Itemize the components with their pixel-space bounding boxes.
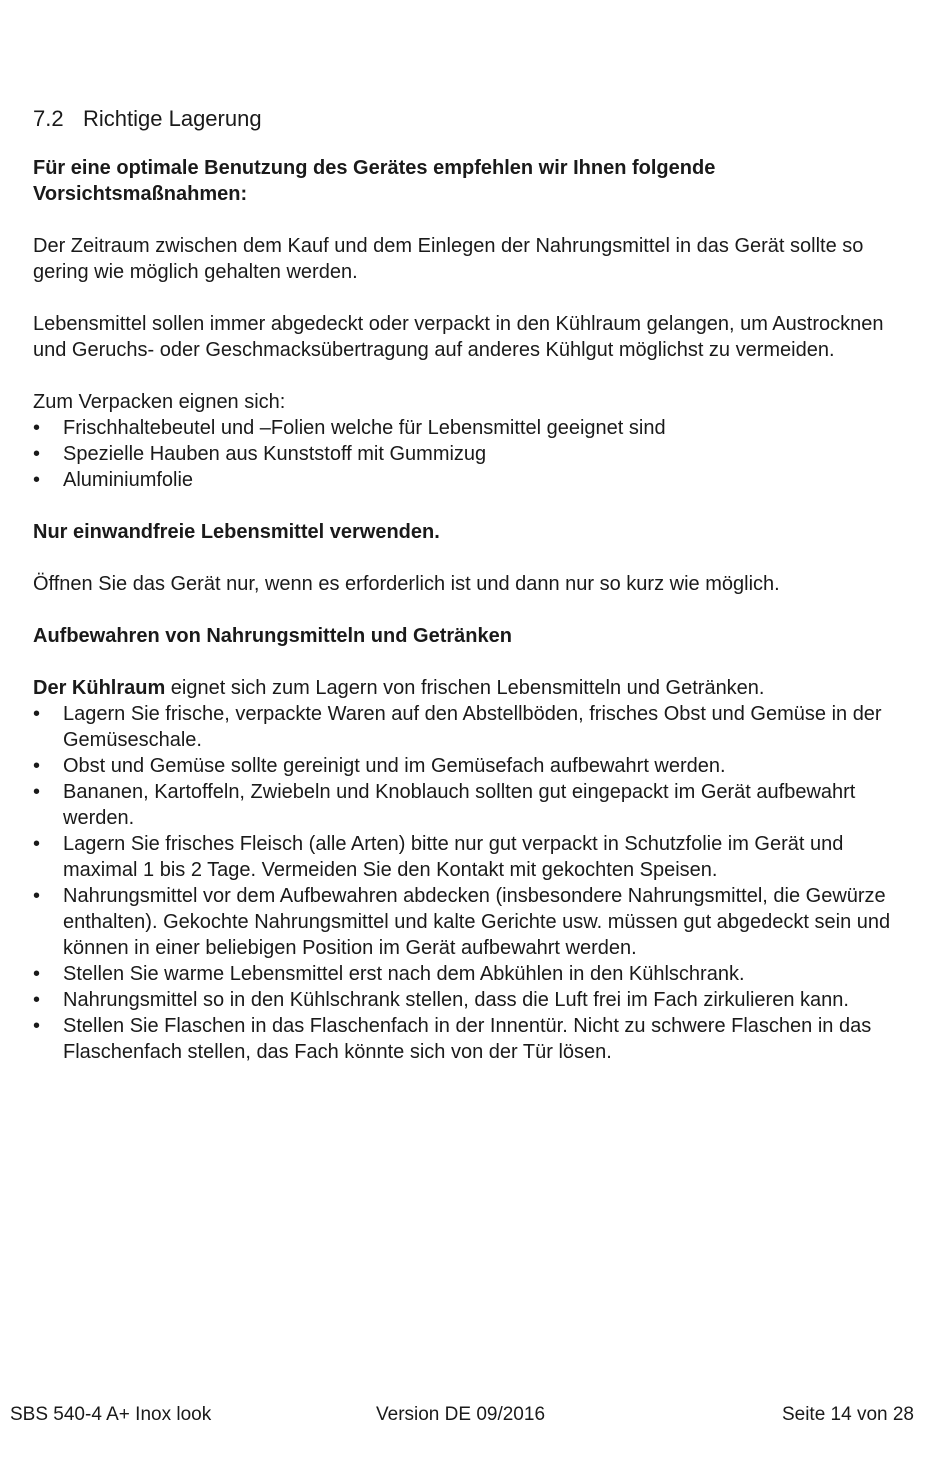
list-item: • Lagern Sie frisches Fleisch (alle Arten) bitte nur gut verpackt in Schutzfolie im Gerät und maximal 1 bis 2 Tage. Vermeiden Sie den Kontakt mit gekochten Speisen. xyxy=(33,833,844,881)
footer-page-number: Seite 14 von 28 xyxy=(781,1404,914,1425)
section-number: 7.2 xyxy=(33,106,64,131)
list-item: • Stellen Sie warme Lebensmittel erst nach dem Abkühlen in den Kühlschrank. xyxy=(33,963,745,985)
fridge-intro xyxy=(33,675,913,701)
fridge-list xyxy=(33,701,913,1065)
packaging-list xyxy=(33,415,913,493)
paragraph-purchase-timing: Der Zeitraum zwischen dem Kauf und dem Einlegen der Nahrungsmittel in das Gerät sollte so gering wie möglich gehalten werden. xyxy=(33,235,864,283)
intro-bold-text: Für eine optimale Benutzung des Gerätes empfehlen wir Ihnen folgende Vorsichtsmaßnahmen: xyxy=(33,157,716,205)
paragraph-open-door: Öffnen Sie das Gerät nur, wenn es erforderlich ist und dann nur so kurz wie möglich. xyxy=(33,573,780,595)
bullet-icon: • xyxy=(33,417,41,439)
fridge-label: Der Kühlraum xyxy=(33,677,166,699)
bullet-icon: • xyxy=(33,755,41,777)
document-body xyxy=(33,104,913,1091)
list-item: • Spezielle Hauben aus Kunststoff mit Gummizug xyxy=(33,443,487,465)
bullet-icon: • xyxy=(33,885,41,907)
footer-version: Version DE 09/2016 xyxy=(376,1404,546,1425)
bullet-icon: • xyxy=(33,833,41,855)
bullet-icon: • xyxy=(33,703,41,725)
bullet-icon: • xyxy=(33,1015,41,1037)
list-item: • Lagern Sie frische, verpackte Waren auf den Abstellböden, frisches Obst und Gemüse in der Gemüseschale. xyxy=(33,703,882,751)
paragraph-covering-food: Lebensmittel sollen immer abgedeckt oder verpackt in den Kühlraum gelangen, um Austrocknen und Geruchs- oder Geschmacksübertragung auf anderes Kühlgut möglichst zu vermeiden. xyxy=(33,313,884,361)
footer-model: SBS 540-4 A+ Inox look xyxy=(10,1404,212,1425)
list-item: • Bananen, Kartoffeln, Zwiebeln und Knoblauch sollten gut eingepackt im Gerät aufbewahrt werden. xyxy=(33,781,856,829)
packaging-intro: Zum Verpacken eignen sich: xyxy=(33,391,286,413)
list-item: • Frischhaltebeutel und –Folien welche für Lebensmittel geeignet sind xyxy=(33,417,666,439)
fridge-text: eignet sich zum Lagern von frischen Lebensmitteln und Getränken. xyxy=(165,677,765,699)
bullet-icon: • xyxy=(33,443,41,465)
list-item: • Stellen Sie Flaschen in das Flaschenfach in der Innentür. Nicht zu schwere Flaschen in das Flaschenfach stellen, das Fach könnte sich von der Tür lösen. xyxy=(33,1015,872,1063)
section-heading xyxy=(33,104,913,134)
bullet-icon: • xyxy=(33,781,41,803)
list-item: • Obst und Gemüse sollte gereinigt und im Gemüsefach aufbewahrt werden. xyxy=(33,755,726,777)
note-bold-text: Nur einwandfreie Lebensmittel verwenden. xyxy=(33,521,440,543)
list-item: • Nahrungsmittel so in den Kühlschrank stellen, dass die Luft frei im Fach zirkulieren kann. xyxy=(33,989,849,1011)
bullet-icon: • xyxy=(33,469,41,491)
list-item: • Aluminiumfolie xyxy=(33,469,194,491)
storage-heading: Aufbewahren von Nahrungsmitteln und Getränken xyxy=(33,625,512,647)
bullet-icon: • xyxy=(33,963,41,985)
bullet-icon: • xyxy=(33,989,41,1011)
list-item: • Nahrungsmittel vor dem Aufbewahren abdecken (insbesondere Nahrungsmittel, die Gewürze enthalten). Gekochte Nahrungsmittel und kalte Gerichte usw. müssen gut abgedeckt sein und können in einer beliebigen Position im Gerät aufbewahrt werden. xyxy=(33,885,891,959)
section-title: Richtige Lagerung xyxy=(83,106,262,131)
